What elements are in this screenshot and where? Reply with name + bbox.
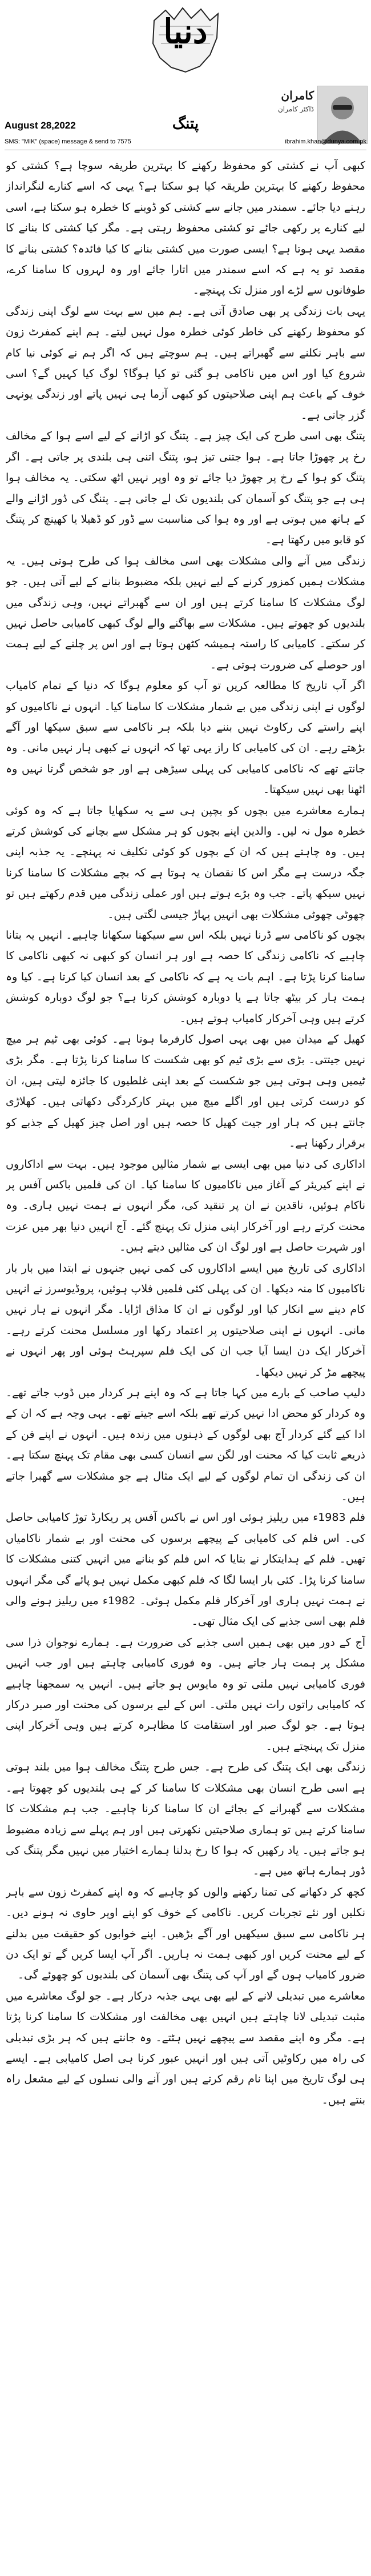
masthead bbox=[0, 0, 371, 86]
logo-text: دنیا bbox=[163, 12, 208, 51]
author-avatar-icon bbox=[318, 86, 367, 143]
article-paragraph: فلم 1983ء میں ریلیز ہوئی اور اس نے باکس آفس پر ریکارڈ توڑ کامیابی حاصل کی۔ اس فلم کی کامیابی کے پیچھے برسوں کی محنت اور بے شمار ناکامیاں تھیں۔ فلم کے ہدایتکار نے بتایا کہ اس فلم کو بنانے میں انہیں کتنی مشکلات کا سامنا کرنا پڑا۔ کئی بار ایسا لگا کہ فلم کبھی مکمل نہیں ہو پائے گی مگر انہوں نے ہمت نہیں ہاری اور آخرکار فلم مکمل ہوئی۔ 1982ء میں ریلیز ہونے والی فلم بھی اسی جذبے کی ایک مثال تھی۔ bbox=[6, 1511, 365, 1628]
article-paragraph: یہی بات زندگی پر بھی صادق آتی ہے۔ ہم میں سے بہت سے لوگ اپنی زندگی کو محفوظ رکھنے کی خاطر کوئی خطرہ مول نہیں لیتے۔ ہم اپنے کمفرٹ زون سے باہر نکلنے سے گھبراتے ہیں۔ ہم سوچتے ہیں کہ اگر ہم نے کوئی نیا کام شروع کیا اور اس میں ناکامی ہو گئی تو کیا ہوگا؟ لوگ کیا کہیں گے؟ اسی خوف کے باعث ہم اپنی صلاحیتوں کو کبھی آزما ہی نہیں پاتے اور زندگی یونہی گزر جاتی ہے۔ bbox=[6, 305, 365, 422]
article-body bbox=[6, 155, 365, 2569]
sms-instruction: SMS: "MIK" (space) message & send to 7575 bbox=[5, 138, 131, 145]
article-paragraph: کھیل کے میدان میں بھی یہی اصول کارفرما ہوتا ہے۔ کوئی بھی ٹیم ہر میچ نہیں جیتتی۔ بڑی سے بڑی ٹیم کو بھی شکست کا سامنا کرنا پڑتا ہے۔ مگر بڑی ٹیمیں وہی ہوتی ہیں جو شکست کے بعد اپنی غلطیوں کا جائزہ لیتی ہیں، ان کو درست کرتی ہیں اور اگلے میچ میں بہتر کارکردگی دکھاتی ہیں۔ کھلاڑی جانتے ہیں کہ ہار اور جیت کھیل کا حصہ ہیں اور اصل چیز کھیل کے جذبے کو برقرار رکھنا ہے۔ bbox=[6, 1033, 365, 1150]
author-subtitle: ڈاکٹر کامران bbox=[277, 105, 314, 113]
article-paragraph: اداکاری کی تاریخ میں ایسے اداکاروں کی کمی نہیں جنہوں نے ابتدا میں بار بار ناکامیوں کا منہ دیکھا۔ ان کی پہلی کئی فلمیں فلاپ ہوئیں، پروڈیوسرز نے انہیں کام دینے سے انکار کیا اور لوگوں نے ان کا مذاق اڑایا۔ مگر انہوں نے ہار نہیں مانی۔ انہوں نے اپنی صلاحیتوں پر اعتماد رکھا اور مسلسل محنت کرتے رہے۔ آخرکار ایک دن ایسا آیا جب ان کی ایک فلم سپرہٹ ہوئی اور پھر انہوں نے پیچھے مڑ کر نہیں دیکھا۔ bbox=[6, 1261, 365, 1379]
article-title: پتنگ bbox=[172, 115, 199, 133]
contact-line bbox=[5, 138, 366, 145]
article-date: August 28,2022 bbox=[5, 120, 76, 131]
article-paragraph: ہمارے معاشرے میں بچوں کو بچپن ہی سے یہ سکھایا جاتا ہے کہ وہ کوئی خطرہ مول نہ لیں۔ والدین اپنے بچوں کو ہر مشکل سے بچانے کی کوشش کرتے ہیں۔ وہ چاہتے ہیں کہ ان کے بچوں کو کوئی تکلیف نہ پہنچے۔ یہ جذبہ اپنی جگہ درست ہے مگر اس کا نقصان یہ ہوتا ہے کہ بچے مشکلات کا سامنا کرنا نہیں سیکھ پاتے۔ جب وہ بڑے ہوتے ہیں اور عملی زندگی میں قدم رکھتے ہیں تو چھوٹی چھوٹی مشکلات بھی انہیں پہاڑ جیسی لگتی ہیں۔ bbox=[6, 804, 365, 921]
article-paragraph: زندگی بھی ایک پتنگ کی طرح ہے۔ جس طرح پتنگ مخالف ہوا میں بلند ہوتی ہے اسی طرح انسان بھی مشکلات کا سامنا کر کے ہی بلندیوں کو چھوتا ہے۔ مشکلات سے گھبرانے کے بجائے ان کا سامنا کرنا چاہیے۔ جب ہم مشکلات کا سامنا کرتے ہیں تو ہماری صلاحیتیں نکھرتی ہیں اور ہم پہلے سے زیادہ مضبوط ہو جاتے ہیں۔ یاد رکھیں کہ ہوا کا رخ بدلنا ہمارے اختیار میں نہیں مگر پتنگ کی ڈور ہمارے ہاتھ میں ہے۔ bbox=[6, 1761, 365, 1878]
article-paragraph: کبھی آپ نے کشتی کو محفوظ رکھنے کا بہترین طریقہ سوچا ہے؟ کشتی کو محفوظ رکھنے کا بہترین طریقہ کیا ہو سکتا ہے؟ یہی کہ اسے کنارے لنگرانداز رہنے دیا جائے۔ سمندر میں جانے سے کشتی کو ڈوبنے کا خطرہ ہو سکتا ہے، اسی لیے کنارے پر رکھی جائے تو کشتی محفوظ رہتی ہے۔ مگر کیا کشتی کا بنانے کا مقصد یہی ہوتا ہے؟ ایسی صورت میں کشتی بنانے کا کیا فائدہ؟ کشتی بنانے کا مقصد تو یہ ہے کہ اسے سمندر میں اتارا جائے اور وہ لہروں کا سامنا کرے، طوفانوں سے لڑے اور منزل تک پہنچے۔ bbox=[6, 159, 365, 297]
author-info bbox=[278, 86, 314, 113]
article-paragraph: بچوں کو ناکامی سے ڈرنا نہیں بلکہ اس سے سیکھنا سکھانا چاہیے۔ انہیں یہ بتانا چاہیے کہ ناکامی زندگی کا حصہ ہے اور ہر انسان کو کبھی نہ کبھی ناکامی کا سامنا کرنا پڑتا ہے۔ اہم بات یہ ہے کہ ناکامی کے بعد انسان کیا کرتا ہے۔ کیا وہ ہمت ہار کر بیٹھ جاتا ہے یا دوبارہ کوشش کرتا ہے؟ جو لوگ دوبارہ کوشش کرتے ہیں وہی آخرکار کامیاب ہوتے ہیں۔ bbox=[6, 929, 365, 1025]
article-paragraph: پتنگ بھی اسی طرح کی ایک چیز ہے۔ پتنگ کو اڑانے کے لیے اسے ہوا کے مخالف رخ پر چھوڑا جاتا ہے۔ ہوا جتنی تیز ہو، پتنگ اتنی ہی بلندی پر جاتی ہے۔ اگر پتنگ کو ہوا کے رخ پر چھوڑ دیا جائے تو وہ اوپر نہیں اٹھ سکتی۔ یہ مخالف ہوا ہی ہے جو پتنگ کو آسمان کی بلندیوں تک لے جاتی ہے۔ پتنگ کی ڈور اڑانے والے کے ہاتھ میں ہوتی ہے اور وہ ہوا کی مناسبت سے ڈور کو ڈھیلا یا کھینچ کر پتنگ کو قابو میں رکھتا ہے۔ bbox=[6, 430, 365, 547]
newspaper-logo bbox=[143, 3, 228, 77]
article-paragraph: اگر آپ تاریخ کا مطالعہ کریں تو آپ کو معلوم ہوگا کہ دنیا کے تمام کامیاب لوگوں نے اپنی زندگی میں بے شمار مشکلات کا سامنا کیا۔ انہوں نے ناکامیوں کو اپنے راستے کی رکاوٹ نہیں بننے دیا بلکہ ہر ناکامی سے سبق سیکھا اور آگے بڑھتے رہے۔ ان کی کامیابی کا راز یہی تھا کہ انہوں نے کبھی ہار نہیں مانی۔ وہ جانتے تھے کہ ناکامی کامیابی کی پہلی سیڑھی ہے اور جو شخص گرتا نہیں وہ اٹھنا بھی نہیں سیکھتا۔ bbox=[6, 679, 365, 796]
article-paragraph: زندگی میں آنے والی مشکلات بھی اسی مخالف ہوا کی طرح ہوتی ہیں۔ یہ مشکلات ہمیں کمزور کرنے کے لیے نہیں بلکہ مضبوط بنانے کے لیے آتی ہیں۔ جو لوگ مشکلات کا سامنا کرتے ہیں اور ان سے گھبراتے نہیں، وہی زندگی میں بلندیوں کو چھوتے ہیں۔ مشکلات سے بھاگنے والے لوگ کبھی کامیابی حاصل نہیں کر سکتے۔ کامیابی کا راستہ ہمیشہ کٹھن ہوتا ہے اور اس پر چلنے کے لیے ہمت اور حوصلے کی ضرورت ہوتی ہے۔ bbox=[6, 554, 365, 671]
author-byline bbox=[262, 86, 368, 143]
author-name: کامران bbox=[281, 89, 314, 102]
article-paragraph: آج کے دور میں بھی ہمیں اسی جذبے کی ضرورت ہے۔ ہمارے نوجوان ذرا سی مشکل پر ہمت ہار جاتے ہیں۔ وہ فوری کامیابی چاہتے ہیں اور جب انہیں فوری کامیابی نہیں ملتی تو وہ مایوس ہو جاتے ہیں۔ انہیں یہ سمجھنا چاہیے کہ کامیابی راتوں رات نہیں ملتی۔ اس کے لیے برسوں کی محنت اور صبر درکار ہوتا ہے۔ جو لوگ صبر اور استقامت کا مظاہرہ کرتے ہیں وہی آخرکار اپنی منزل تک پہنچتے ہیں۔ bbox=[6, 1636, 365, 1753]
article-paragraph: دلیپ صاحب کے بارے میں کہا جاتا ہے کہ وہ اپنے ہر کردار میں ڈوب جاتے تھے۔ وہ کردار کو محض ادا نہیں کرتے تھے بلکہ اسے جیتے تھے۔ یہی وجہ ہے کہ ان کے ادا کیے گئے کردار آج بھی لوگوں کے ذہنوں میں زندہ ہیں۔ انہوں نے اپنے فن کے ذریعے ثابت کیا کہ محنت اور لگن سے انسان کسی بھی مقام تک پہنچ سکتا ہے۔ ان کی زندگی ان تمام لوگوں کے لیے ایک مثال ہے جو مشکلات سے گھبرا جاتے ہیں۔ bbox=[6, 1386, 365, 1503]
author-email[interactable]: ibrahim.khan@dunya.com.pk bbox=[285, 138, 366, 145]
article-paragraph: اداکاری کی دنیا میں بھی ایسی بے شمار مثالیں موجود ہیں۔ بہت سے اداکاروں نے اپنے کیریئر کے آغاز میں ناکامیوں کا سامنا کیا۔ ان کی فلمیں باکس آفس پر ناکام ہوئیں، ناقدین نے ان پر تنقید کی، مگر انہوں نے ہمت نہیں ہاری۔ وہ محنت کرتے رہے اور آخرکار اپنی منزل تک پہنچ گئے۔ آج انہیں دنیا بھر میں عزت اور شہرت حاصل ہے اور لوگ ان کی مثالیں دیتے ہیں۔ bbox=[6, 1157, 365, 1254]
author-photo bbox=[317, 86, 368, 144]
article-paragraph: کچھ کر دکھانے کی تمنا رکھنے والوں کو چاہیے کہ وہ اپنے کمفرٹ زون سے باہر نکلیں اور نئے تجربات کریں۔ ناکامی کے خوف کو اپنے اوپر حاوی نہ ہونے دیں۔ ہر ناکامی سے سبق سیکھیں اور آگے بڑھیں۔ اپنے خوابوں کو حقیقت میں بدلنے کے لیے محنت کریں اور کبھی ہمت نہ ہاریں۔ اگر آپ ایسا کریں گے تو ایک دن ضرور کامیاب ہوں گے اور آپ کی پتنگ بھی آسمان کی بلندیوں کو چھوئے گی۔ bbox=[6, 1885, 365, 1982]
article-paragraph: معاشرے میں تبدیلی لانے کے لیے بھی یہی جذبہ درکار ہے۔ جو لوگ معاشرے میں مثبت تبدیلی لانا چاہتے ہیں انہیں بھی مخالفت اور مشکلات کا سامنا کرنا پڑتا ہے۔ مگر وہ اپنے مقصد سے پیچھے نہیں ہٹتے۔ وہ جانتے ہیں کہ ہر بڑی تبدیلی کی راہ میں رکاوٹیں آتی ہیں اور انہیں عبور کرنا ہی اصل کامیابی ہے۔ ایسے ہی لوگ تاریخ میں اپنا نام رقم کرتے ہیں اور آنے والی نسلوں کے لیے مشعل راہ بنتے ہیں۔ bbox=[6, 1989, 365, 2106]
